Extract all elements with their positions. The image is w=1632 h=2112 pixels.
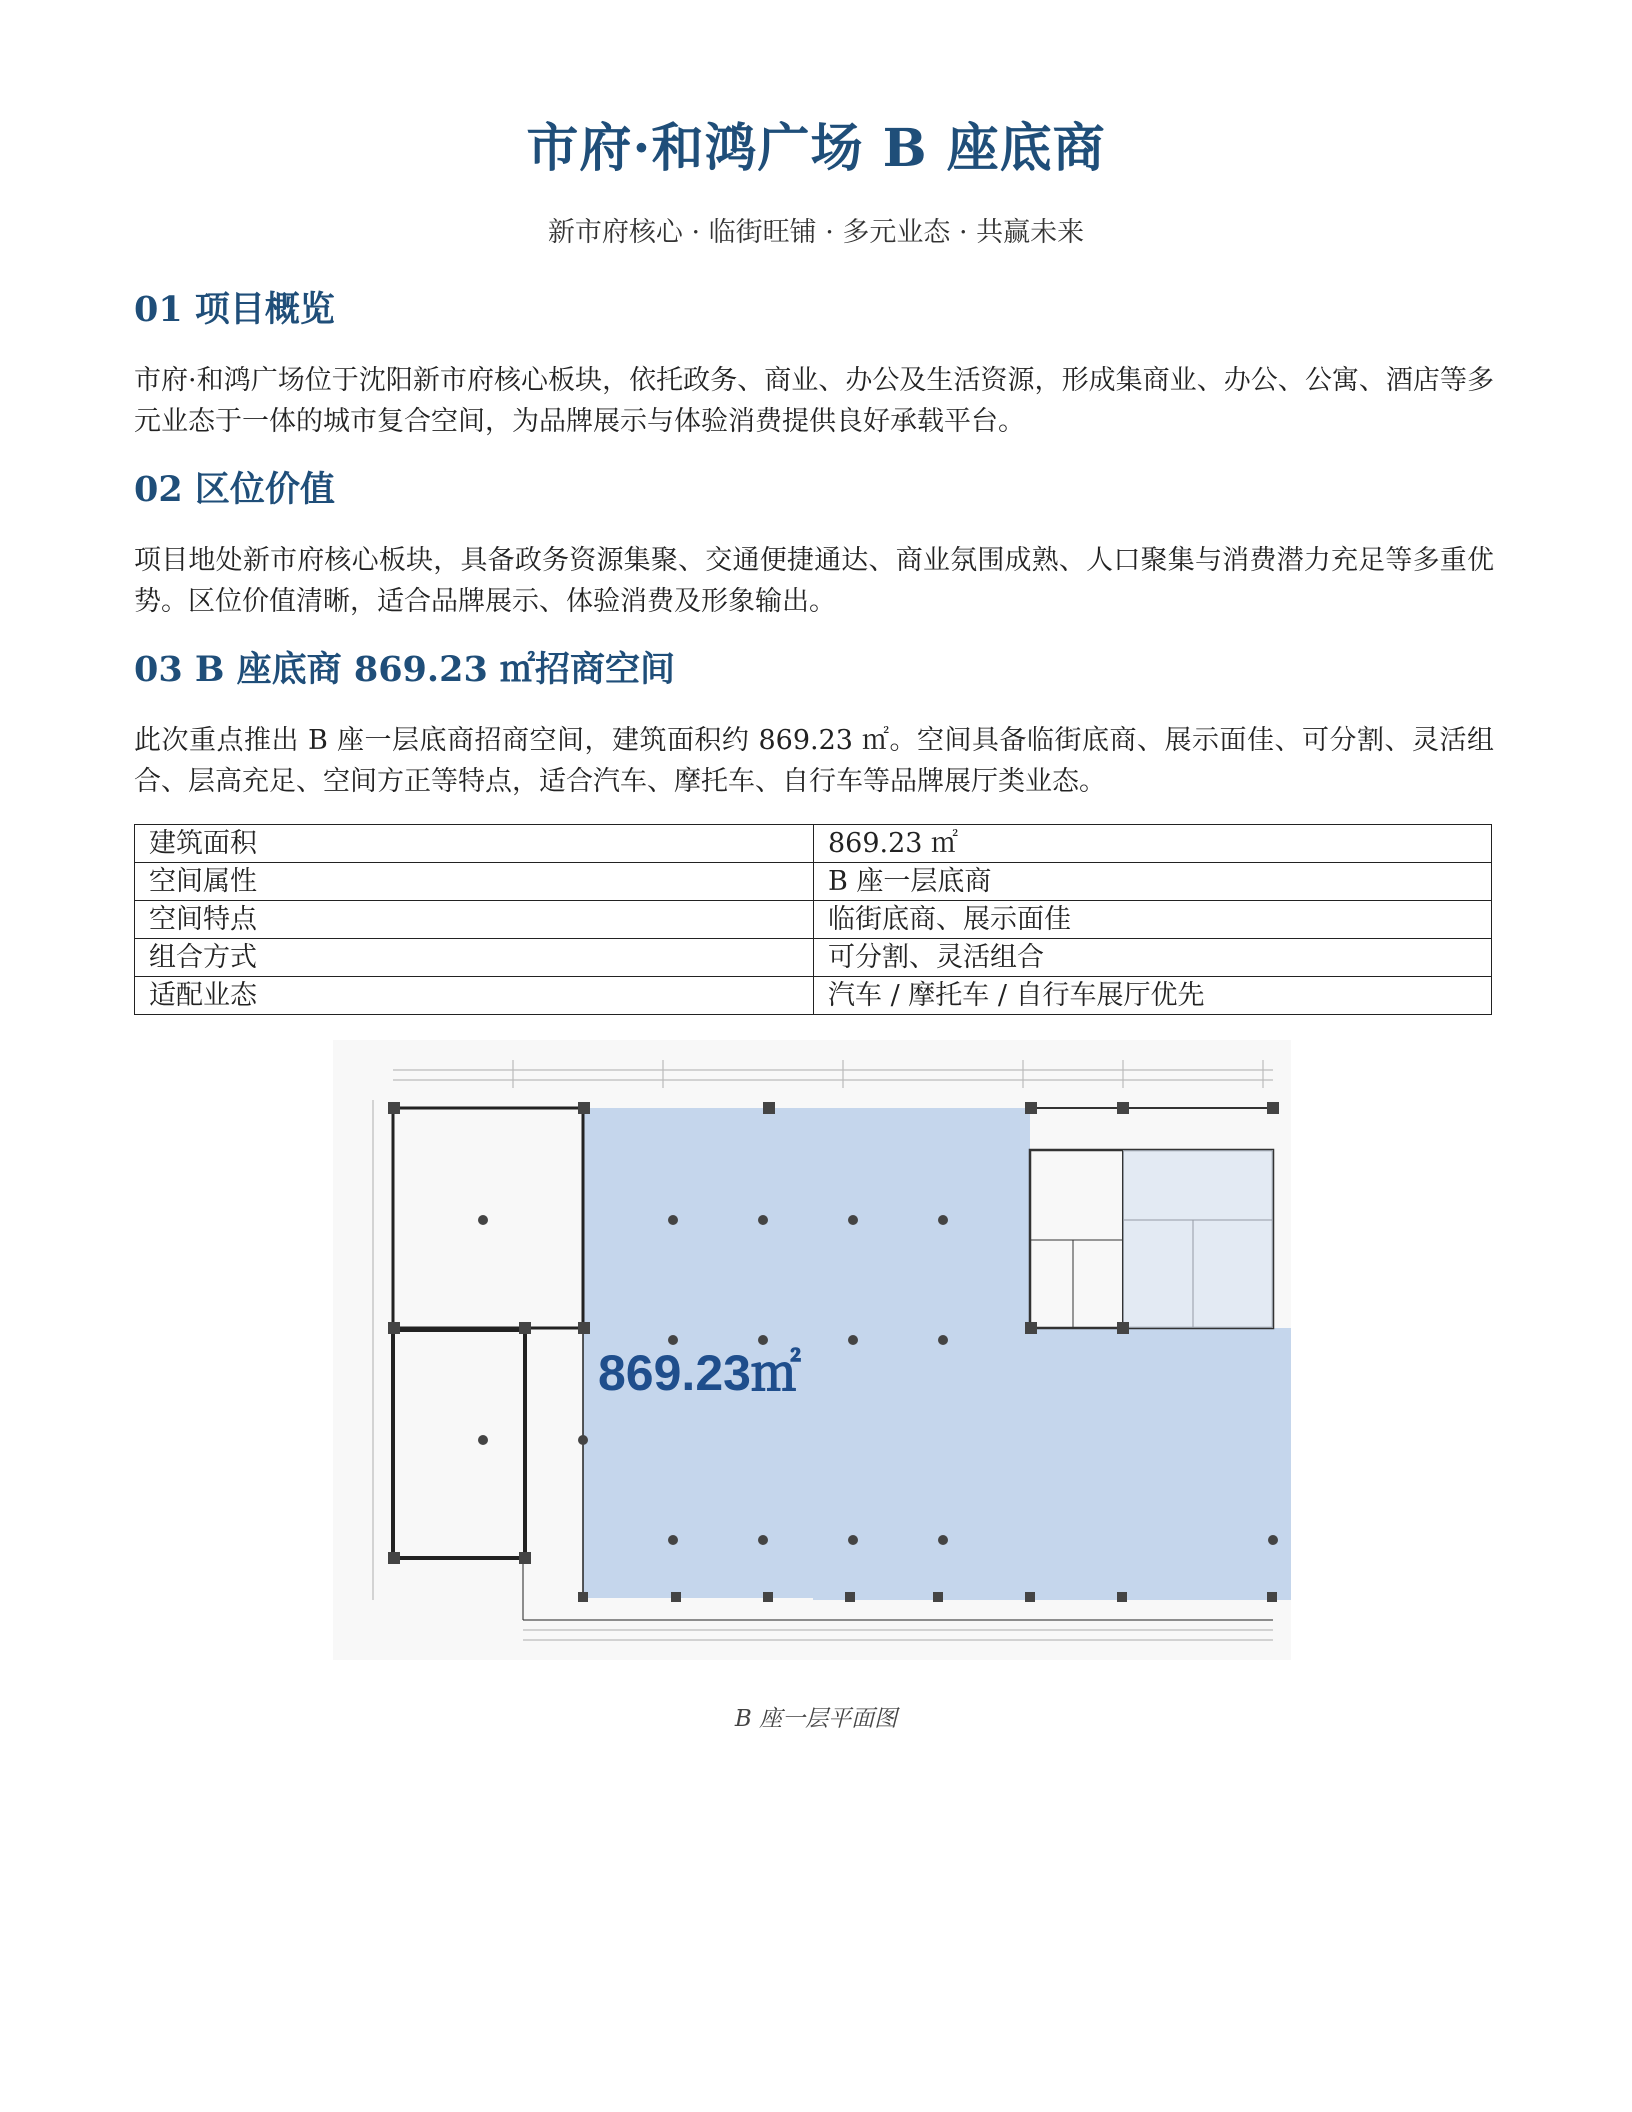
- section-text-space: 此次重点推出 B 座一层底商招商空间，建筑面积约 869.23 ㎡。空间具备临街底商、展示面佳、可分割、灵活组合、层高充足、空间方正等特点，适合汽车、摩托车、自行车等品牌展厅类业态。: [134, 725, 1494, 797]
- table-row: [135, 939, 1492, 977]
- floor-plan-area-label: 869.23㎡: [598, 1345, 801, 1401]
- page-title: 市府·和鸿广场 B 座底商: [526, 118, 1106, 179]
- table-key: 空间属性: [135, 863, 814, 901]
- floor-plan-caption: B 座一层平面图: [734, 1706, 898, 1732]
- table-row: [135, 863, 1492, 901]
- table-key: 空间特点: [135, 901, 814, 939]
- table-key: 建筑面积: [135, 825, 814, 863]
- space-info-table: [134, 824, 1492, 1015]
- table-value: 可分割、灵活组合: [814, 939, 1492, 977]
- table-row: [135, 977, 1492, 1015]
- table-value: 汽车 / 摩托车 / 自行车展厅优先: [814, 977, 1492, 1015]
- table-value: 临街底商、展示面佳: [814, 901, 1492, 939]
- floor-plan-image: [333, 1040, 1291, 1660]
- section-text-location: 项目地处新市府核心板块，具备政务资源集聚、交通便捷通达、商业氛围成熟、人口聚集与消费潜力充足等多重优势。区位价值清晰，适合品牌展示、体验消费及形象输出。: [134, 545, 1494, 617]
- table-value: B 座一层底商: [814, 863, 1492, 901]
- section-heading-space: 03 B 座底商 869.23 ㎡招商空间: [134, 649, 675, 690]
- section-text-overview: 市府·和鸿广场位于沈阳新市府核心板块，依托政务、商业、办公及生活资源，形成集商业、办公、公寓、酒店等多元业态于一体的城市复合空间，为品牌展示与体验消费提供良好承载平台。: [134, 365, 1494, 437]
- table-key: 组合方式: [135, 939, 814, 977]
- table-value: 869.23 ㎡: [814, 825, 1492, 863]
- table-row: [135, 825, 1492, 863]
- section-heading-overview: 01 项目概览: [134, 289, 335, 330]
- table-key: 适配业态: [135, 977, 814, 1015]
- page-subtitle: 新市府核心 · 临街旺铺 · 多元业态 · 共赢未来: [547, 217, 1085, 248]
- section-heading-location: 02 区位价值: [134, 469, 335, 510]
- table-row: [135, 901, 1492, 939]
